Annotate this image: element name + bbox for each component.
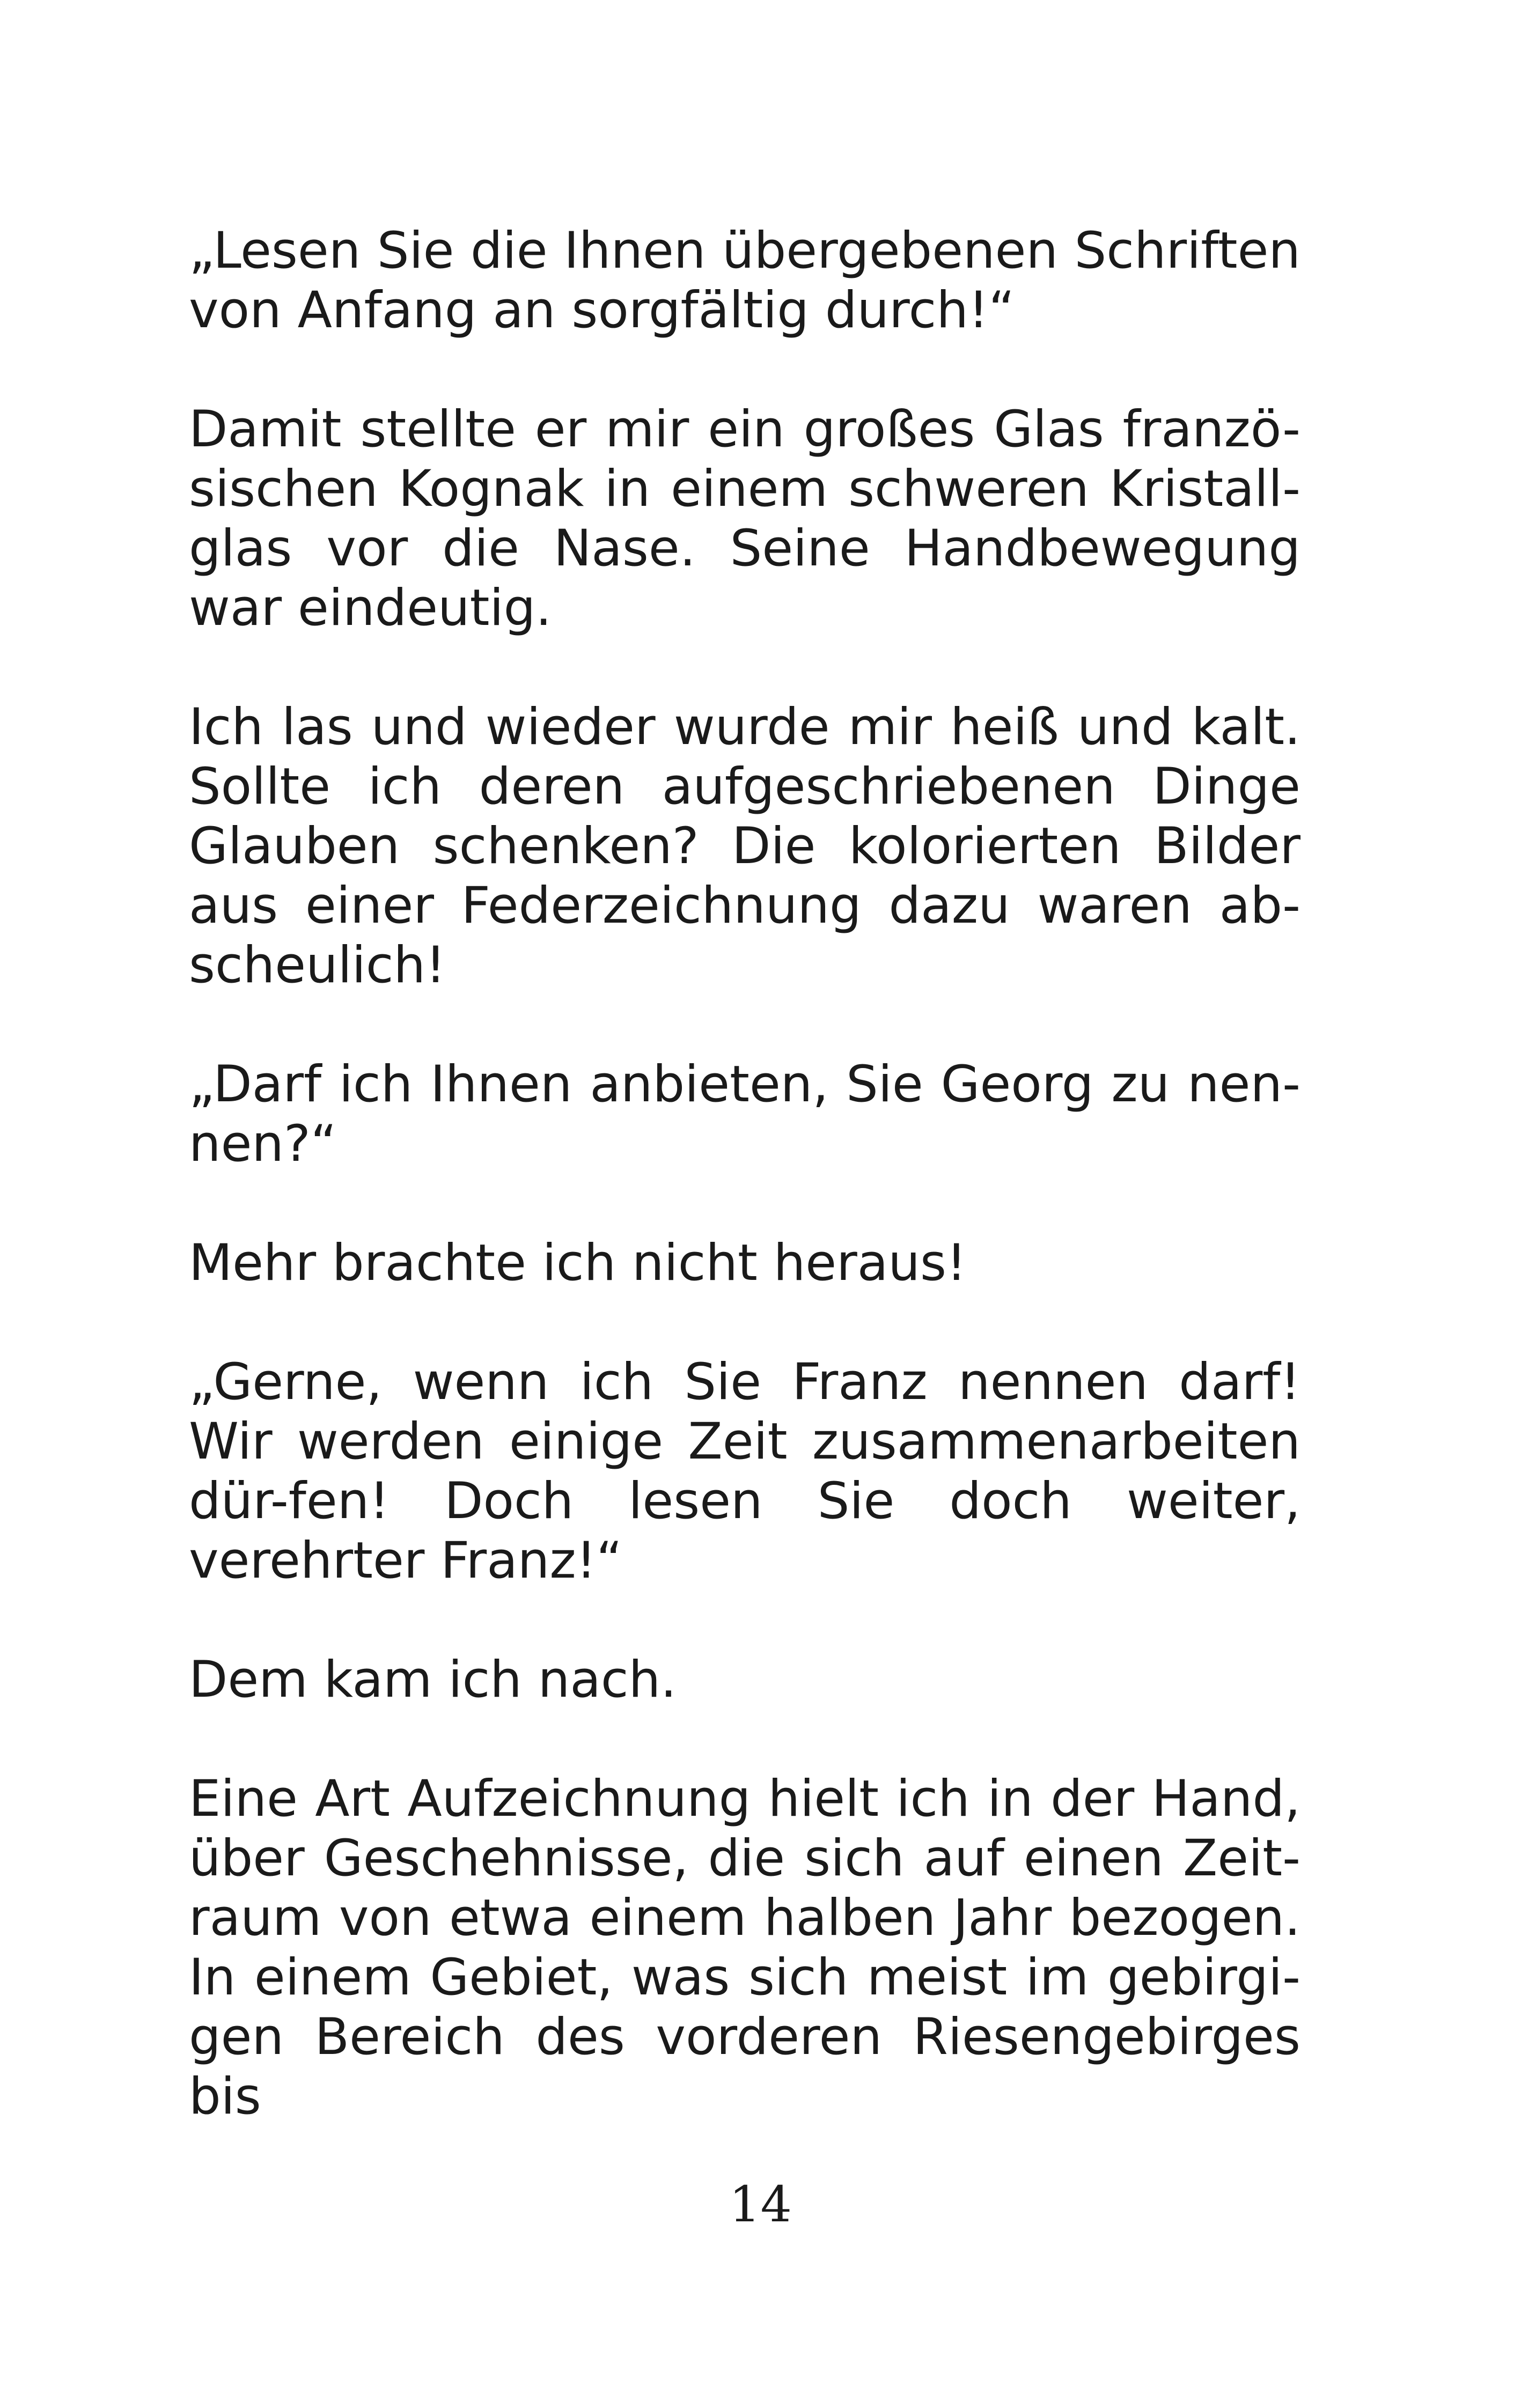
paragraph-6: „Gerne, wenn ich Sie Franz nennen darf! Wir werden einige Zeit zusammenarbeiten dür-fen! Doch lesen Sie doch weiter, verehrter Franz!“	[189, 1353, 1300, 1590]
paragraph-8: Eine Art Aufzeichnung hielt ich in der Hand, über Geschehnisse, die sich auf einen Zeit-raum von etwa einem halben Jahr bezogen. In einem Gebiet, was sich meist im gebirgi-gen Bereich des vorderen Riesengebirges bis	[189, 1770, 1300, 2126]
paragraph-7: Dem kam ich nach.	[189, 1651, 677, 1709]
body-text	[189, 221, 1300, 2126]
paragraph-1: „Lesen Sie die Ihnen übergebenen Schriften von Anfang an sorgfältig durch!“	[189, 222, 1300, 340]
paragraph-5: Mehr brachte ich nicht heraus!	[189, 1234, 967, 1292]
paragraph-3: Ich las und wieder wurde mir heiß und kalt. Sollte ich deren aufgeschriebenen Dinge Glauben schenken? Die kolorierten Bilder aus einer Federzeichnung dazu waren ab-scheulich!	[189, 698, 1300, 995]
paragraph-4: „Darf ich Ihnen anbieten, Sie Georg zu nen-nen?“	[189, 1055, 1300, 1173]
page-number: 14	[729, 2176, 792, 2233]
paragraph-2: Damit stellte er mir ein großes Glas franzö-sischen Kognak in einem schweren Kristall-glas vor die Nase. Seine Handbewegung war eindeutig.	[189, 400, 1300, 637]
